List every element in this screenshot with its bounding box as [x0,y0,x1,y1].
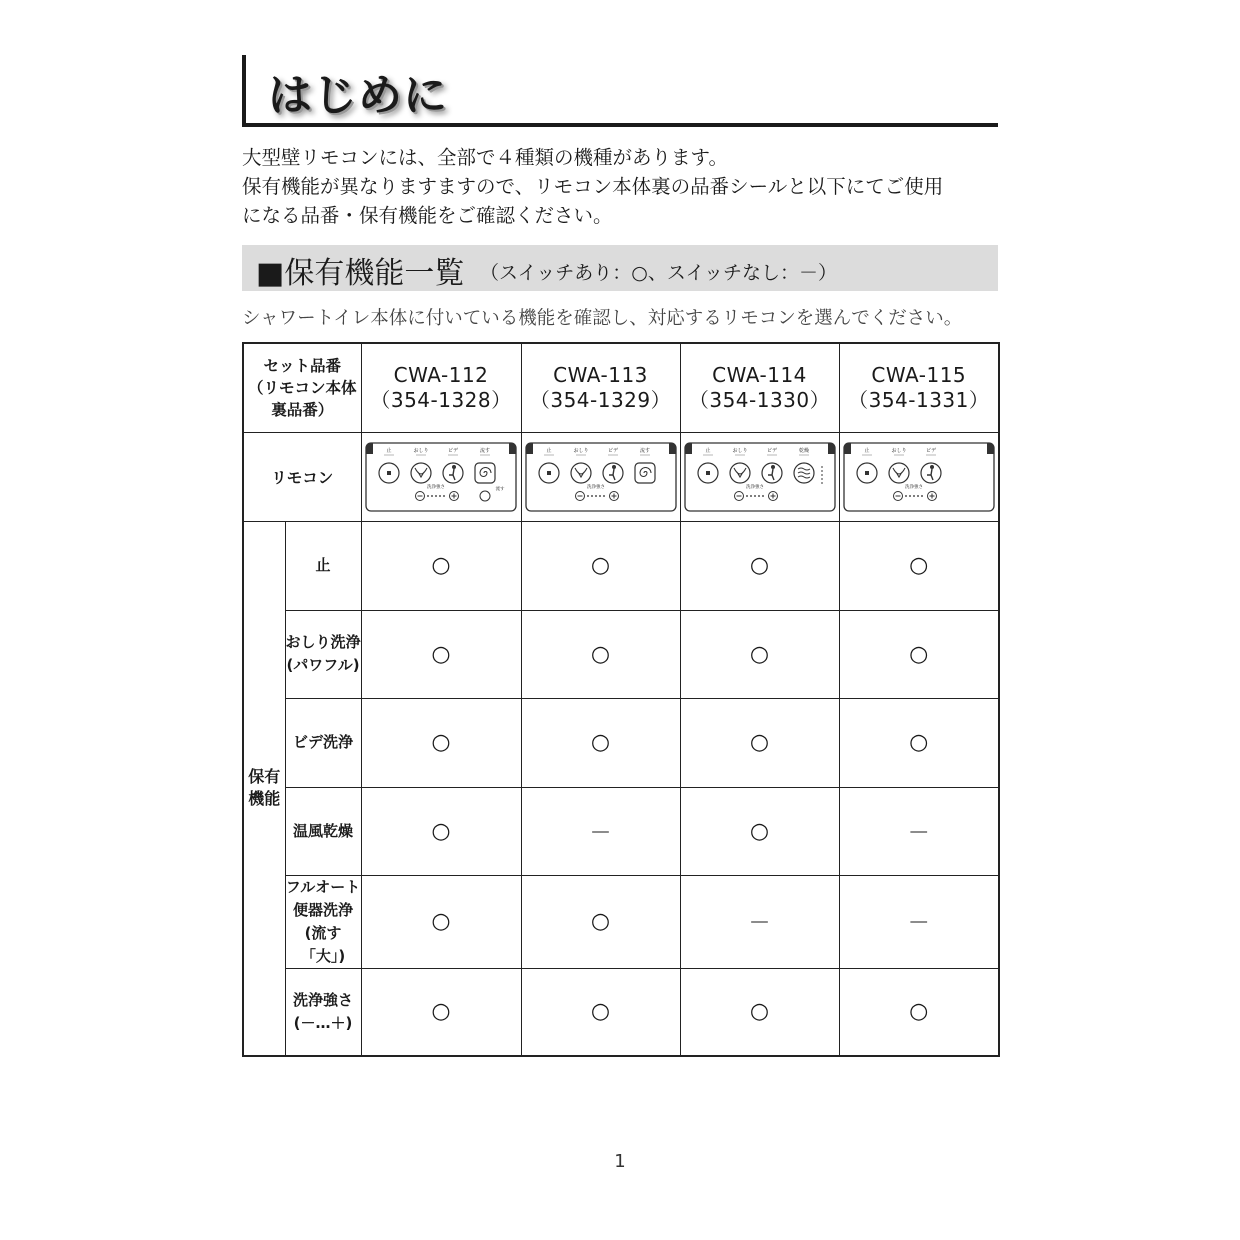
bidet-icon-head [930,465,934,469]
model-cell: CWA-113 （354-1329） [521,343,680,432]
bidet-icon-head [612,465,616,469]
intro-line: 保有機能が異なりますますので、リモコン本体裏の品番シールと以下にてご使用 [242,175,944,198]
strength-level-dot [917,495,919,497]
bidet-icon-head [452,465,456,469]
strength-level-dot [913,495,915,497]
remote-control-illustration [684,442,836,512]
availability-mark: ○ [680,968,839,1056]
feature-group-label [243,521,285,1056]
group-label-line: 機能 [248,789,281,809]
dry-level-dot [821,478,823,480]
remote-button-label: ビデ [766,447,777,454]
remote-button-label: おしり [731,447,748,454]
function-rows [243,521,999,1056]
remote-button-label: ビデ [447,447,459,454]
strength-level-dot [443,495,445,497]
heading-frame [242,55,998,127]
function-name-line: (パワフル) [286,656,360,674]
function-name-line: おしり洗浄 [285,633,361,651]
strength-level-dot [746,495,748,497]
oshiri-button [571,463,591,483]
function-name [285,698,361,787]
availability-mark: ○ [680,787,839,875]
page-title: はじめに [268,70,448,121]
remote-control-illustration [843,442,995,512]
group-label-line: 保有 [248,767,281,787]
availability-mark: ○ [361,968,521,1056]
remote-control-illustration [365,442,517,512]
remote-button-label: おしり [572,447,589,454]
function-name-line: 止 [315,556,331,574]
remote-button-label: 止 [704,447,711,454]
strength-level-dot [591,495,593,497]
availability-mark: ○ [521,610,680,698]
function-name-line: (流す「大」) [300,923,346,965]
strength-level-dot [909,495,911,497]
remote-button-label: 流す [479,447,491,454]
model-header-row [243,343,999,432]
strength-level-dot [754,495,756,497]
page-number: 1 [614,1151,626,1172]
remote-button-label: ビデ [925,447,936,454]
strength-label: 洗浄強さ [904,484,923,490]
function-row [243,968,999,1056]
remote-row [243,432,999,521]
strength-level-dot [587,495,589,497]
oshiri-button [411,463,431,483]
availability-mark: － [839,787,999,875]
availability-mark: ○ [839,521,999,610]
strength-level-dot [435,495,437,497]
model-cell: CWA-114 （354-1330） [680,343,839,432]
function-name-line: 温風乾燥 [292,821,353,840]
strength-level-dot [758,495,760,497]
remote-corner [844,443,851,454]
intro-line: 大型壁リモコンには、全部で４種類の機種があります。 [242,146,728,169]
dry-level-dot [821,482,823,484]
intro-line: になる品番・保有機能をご確認ください。 [242,204,613,227]
stop-icon [865,471,869,475]
function-name-line: ビデ洗浄 [292,733,353,751]
remote-button-label: おしり [891,447,907,454]
remote-button-label: 乾燥 [798,447,809,454]
strength-level-dot [905,495,907,497]
strength-level-dot [603,495,605,497]
selection-note: シャワートイレ本体に付いている機能を確認し、対応するリモコンを選んでください。 [242,308,963,329]
function-name-line: (－…＋) [293,1013,353,1032]
remote-image-cell [521,432,680,521]
availability-mark: － [680,875,839,968]
strength-level-dot [431,495,433,497]
dry-level-dot [821,474,823,476]
function-name [285,787,361,875]
remote-button-label: 止 [386,447,392,454]
remote-corner [526,443,533,454]
availability-mark: ○ [839,610,999,698]
section-legend: （スイッチあり：○、スイッチなし：－） [480,262,838,284]
availability-mark: － [521,787,680,875]
model-cell: CWA-112 （354-1328） [361,343,521,432]
section-title: ■保有機能一覧 [256,256,465,291]
function-name [285,521,361,610]
oshiri-button [889,463,909,483]
function-row [243,521,999,610]
set-number-header: セット品番 （リモコン本体 裏品番） [243,343,361,432]
strength-label: 洗浄強さ [586,484,605,490]
strength-level-dot [595,495,597,497]
remote-image-cell [361,432,521,521]
remote-button-label: 流す [639,447,650,454]
remote-corner [828,443,835,454]
flush-small-button [480,491,490,501]
remote-button-label: ビデ [607,447,618,454]
strength-level-dot [599,495,601,497]
remote-corner [366,443,373,454]
strength-label: 洗浄強さ [427,484,445,490]
remote-corner [509,443,516,454]
function-name [285,610,361,698]
stop-icon [706,471,710,475]
function-row [243,610,999,698]
bidet-icon-head [771,465,775,469]
availability-mark: ○ [839,698,999,787]
availability-mark: ○ [680,698,839,787]
function-name-line: 便器洗浄 [292,900,353,919]
function-table [242,342,1000,1057]
strength-level-dot [750,495,752,497]
dry-level-dot [821,466,823,468]
flush-small-label: 流す [495,486,505,492]
availability-mark: ○ [361,521,521,610]
strength-level-dot [762,495,764,497]
availability-mark: ○ [839,968,999,1056]
availability-mark: ○ [680,610,839,698]
function-name [285,875,361,968]
intro-text [242,143,1012,230]
remote-control-illustration [525,442,677,512]
availability-mark: － [839,875,999,968]
strength-level-dot [921,495,923,497]
function-row [243,698,999,787]
function-name-line: フルオート [285,877,361,896]
function-name-line: 洗浄強さ [292,990,353,1009]
strength-label: 洗浄強さ [745,484,764,490]
remote-button-label: 止 [864,447,870,454]
availability-mark: ○ [521,698,680,787]
remote-label: リモコン [243,432,361,521]
availability-mark: ○ [680,521,839,610]
availability-mark: ○ [521,521,680,610]
function-name [285,968,361,1056]
remote-button-label: 止 [545,447,552,454]
model-cell: CWA-115 （354-1331） [839,343,999,432]
section-header [242,245,998,291]
flush-button [475,463,495,483]
remote-button-label: おしり [413,447,429,454]
remote-corner [987,443,994,454]
availability-mark: ○ [361,787,521,875]
strength-level-dot [427,495,429,497]
availability-mark: ○ [361,698,521,787]
availability-mark: ○ [521,968,680,1056]
strength-level-dot [439,495,441,497]
availability-mark: ○ [361,610,521,698]
stop-icon [547,471,551,475]
availability-mark: ○ [361,875,521,968]
availability-mark: ○ [521,875,680,968]
function-row [243,787,999,875]
stop-icon [387,471,391,475]
flush-button [635,463,655,483]
remote-image-cell [839,432,999,521]
dry-level-dot [821,470,823,472]
remote-image-cell [680,432,839,521]
function-row [243,875,999,968]
remote-corner [685,443,692,454]
oshiri-button [730,463,750,483]
remote-corner [669,443,676,454]
